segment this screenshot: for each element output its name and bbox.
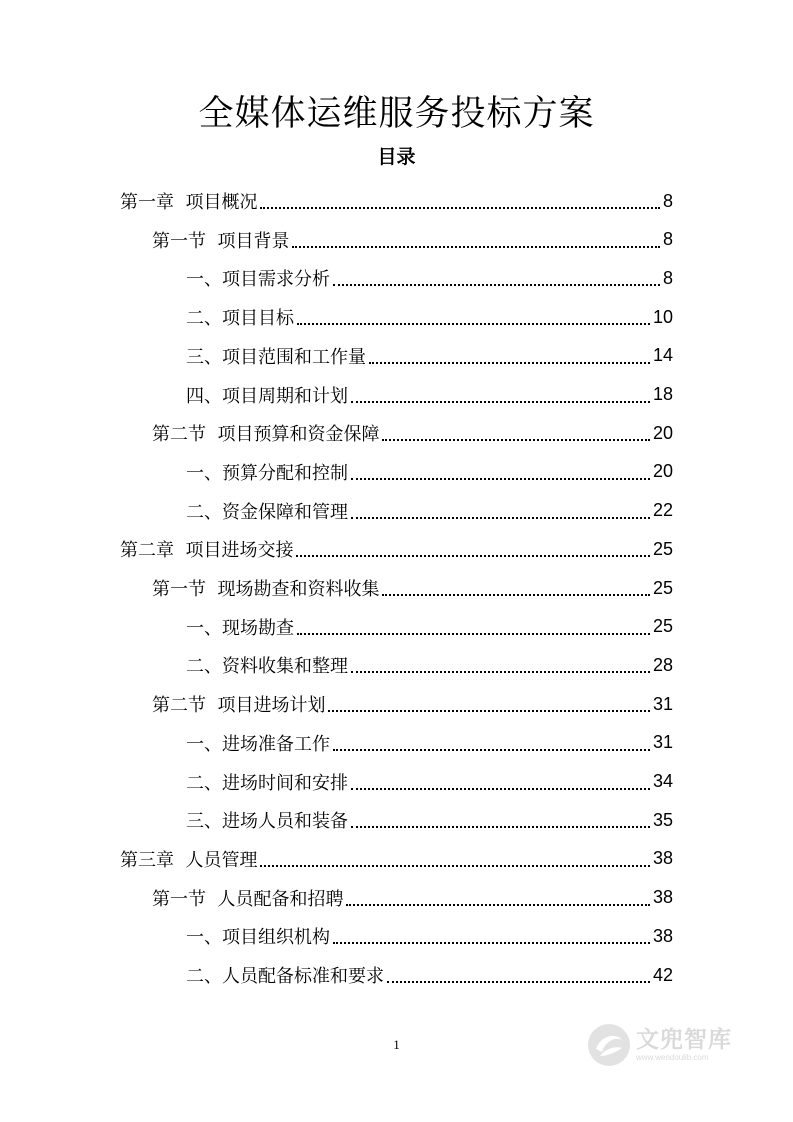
toc-entry[interactable] xyxy=(186,608,673,646)
toc-entry-page: 20 xyxy=(652,461,673,482)
toc-entry[interactable] xyxy=(152,685,673,723)
watermark-name: 文兜智库 xyxy=(636,1027,732,1053)
toc-dot-leader xyxy=(260,207,660,209)
toc-dot-leader xyxy=(382,594,650,596)
toc-entry[interactable] xyxy=(186,646,673,684)
toc-entry-label: 第二节 项目预算和资金保障 xyxy=(152,424,380,446)
toc-entry-page: 25 xyxy=(652,616,673,637)
toc-heading: 目录 xyxy=(377,146,416,168)
toc-entry-label: 二、人员配备标准和要求 xyxy=(186,966,384,987)
toc-entry-label: 三、进场人员和装备 xyxy=(186,811,348,833)
toc-entry-label: 二、资金保障和管理 xyxy=(186,501,348,523)
toc-entry-page: 38 xyxy=(652,887,673,908)
toc-entry[interactable] xyxy=(120,182,673,220)
toc-entry[interactable] xyxy=(186,298,673,336)
toc-entry-label: 二、项目目标 xyxy=(186,308,294,330)
toc-dot-leader xyxy=(346,904,650,906)
toc-entry-page: 18 xyxy=(652,384,673,404)
toc-dot-leader xyxy=(292,246,660,248)
toc-entry-label: 二、资料收集和整理 xyxy=(186,656,348,678)
toc-entry-label: 一、现场勘查 xyxy=(186,617,294,639)
toc-dot-leader xyxy=(387,981,650,983)
toc-dot-leader xyxy=(333,749,650,751)
toc-dot-leader xyxy=(297,323,650,325)
toc-entry-label: 一、进场准备工作 xyxy=(186,733,330,755)
toc-entry[interactable] xyxy=(186,956,673,994)
toc-dot-leader xyxy=(351,517,650,519)
toc-entry-label: 第一节 人员配备和招聘 xyxy=(152,888,344,910)
toc-dot-leader xyxy=(382,439,650,441)
toc-entry-label: 三、项目范围和工作量 xyxy=(186,346,366,368)
toc-dot-leader xyxy=(351,826,650,828)
toc-entry-page: 38 xyxy=(652,925,673,946)
toc-dot-leader xyxy=(333,942,650,944)
toc-entry-label: 第三章 人员管理 xyxy=(120,849,258,871)
toc-entry-page: 35 xyxy=(652,809,673,830)
toc-entry-page: 42 xyxy=(652,964,673,985)
toc-entry-label: 四、项目周期和计划 xyxy=(186,385,348,407)
toc-dot-leader xyxy=(351,788,650,790)
toc-entry-page: 8 xyxy=(662,267,673,288)
toc-entry-page: 34 xyxy=(652,771,673,791)
toc-entry-label: 第二章 项目进场交接 xyxy=(120,540,294,562)
toc-entry[interactable] xyxy=(120,530,673,568)
toc-entry-page: 8 xyxy=(662,229,673,250)
toc-entry-label: 第一章 项目概况 xyxy=(120,192,258,213)
toc-entry-page: 25 xyxy=(652,538,673,559)
toc-entry[interactable] xyxy=(152,879,673,917)
watermark-url: www.wendoulib.com xyxy=(636,1053,709,1062)
toc-entry-page: 10 xyxy=(652,306,673,327)
toc-dot-leader xyxy=(351,401,650,403)
toc-entry-label: 第一节 现场勘查和资料收集 xyxy=(152,579,380,600)
toc-dot-leader xyxy=(328,710,650,712)
toc-dot-leader xyxy=(333,284,660,286)
toc-entry-page: 20 xyxy=(652,422,673,443)
toc-entry-label: 二、进场时间和安排 xyxy=(186,772,348,794)
toc-entry-page: 38 xyxy=(652,848,673,869)
toc-entry[interactable] xyxy=(186,763,673,801)
toc-dot-leader xyxy=(351,671,650,673)
toc-dot-leader xyxy=(297,633,650,635)
toc-dot-leader xyxy=(369,362,650,364)
page-number: 1 xyxy=(393,1037,400,1052)
toc-entry-page: 31 xyxy=(652,693,673,714)
toc-entry[interactable] xyxy=(186,376,673,414)
toc-entry[interactable] xyxy=(186,453,673,491)
toc-entry-label: 第一节 项目背景 xyxy=(152,230,290,252)
toc-entry[interactable] xyxy=(120,840,673,878)
toc-entry-page: 14 xyxy=(652,345,673,366)
toc-entry[interactable] xyxy=(186,917,673,955)
toc-entry-label: 一、项目需求分析 xyxy=(186,269,330,291)
wendou-logo-icon xyxy=(586,1022,632,1068)
toc-entry-label: 第二节 项目进场计划 xyxy=(152,695,326,717)
toc-dot-leader xyxy=(351,478,650,480)
toc-entry-label: 一、项目组织机构 xyxy=(186,927,330,949)
document-title: 全媒体运维服务投标方案 xyxy=(198,94,595,134)
toc-entry[interactable] xyxy=(186,492,673,530)
watermark xyxy=(586,1020,756,1070)
toc-entry-page: 25 xyxy=(652,577,673,598)
toc-dot-leader xyxy=(296,555,650,557)
toc-entry[interactable] xyxy=(152,414,673,452)
toc-entry-page: 28 xyxy=(652,654,673,675)
toc-entry[interactable] xyxy=(186,337,673,375)
toc-entry[interactable] xyxy=(152,221,673,259)
toc-entry-page: 22 xyxy=(652,500,673,521)
toc-entry[interactable] xyxy=(186,801,673,839)
toc-entry[interactable] xyxy=(186,724,673,762)
toc-dot-leader xyxy=(260,865,650,867)
toc-entry-label: 一、预算分配和控制 xyxy=(186,462,348,484)
toc-entry[interactable] xyxy=(152,569,673,607)
toc-entry-page: 31 xyxy=(652,732,673,753)
toc-entry[interactable] xyxy=(186,259,673,297)
toc-entry-page: 8 xyxy=(662,190,673,211)
